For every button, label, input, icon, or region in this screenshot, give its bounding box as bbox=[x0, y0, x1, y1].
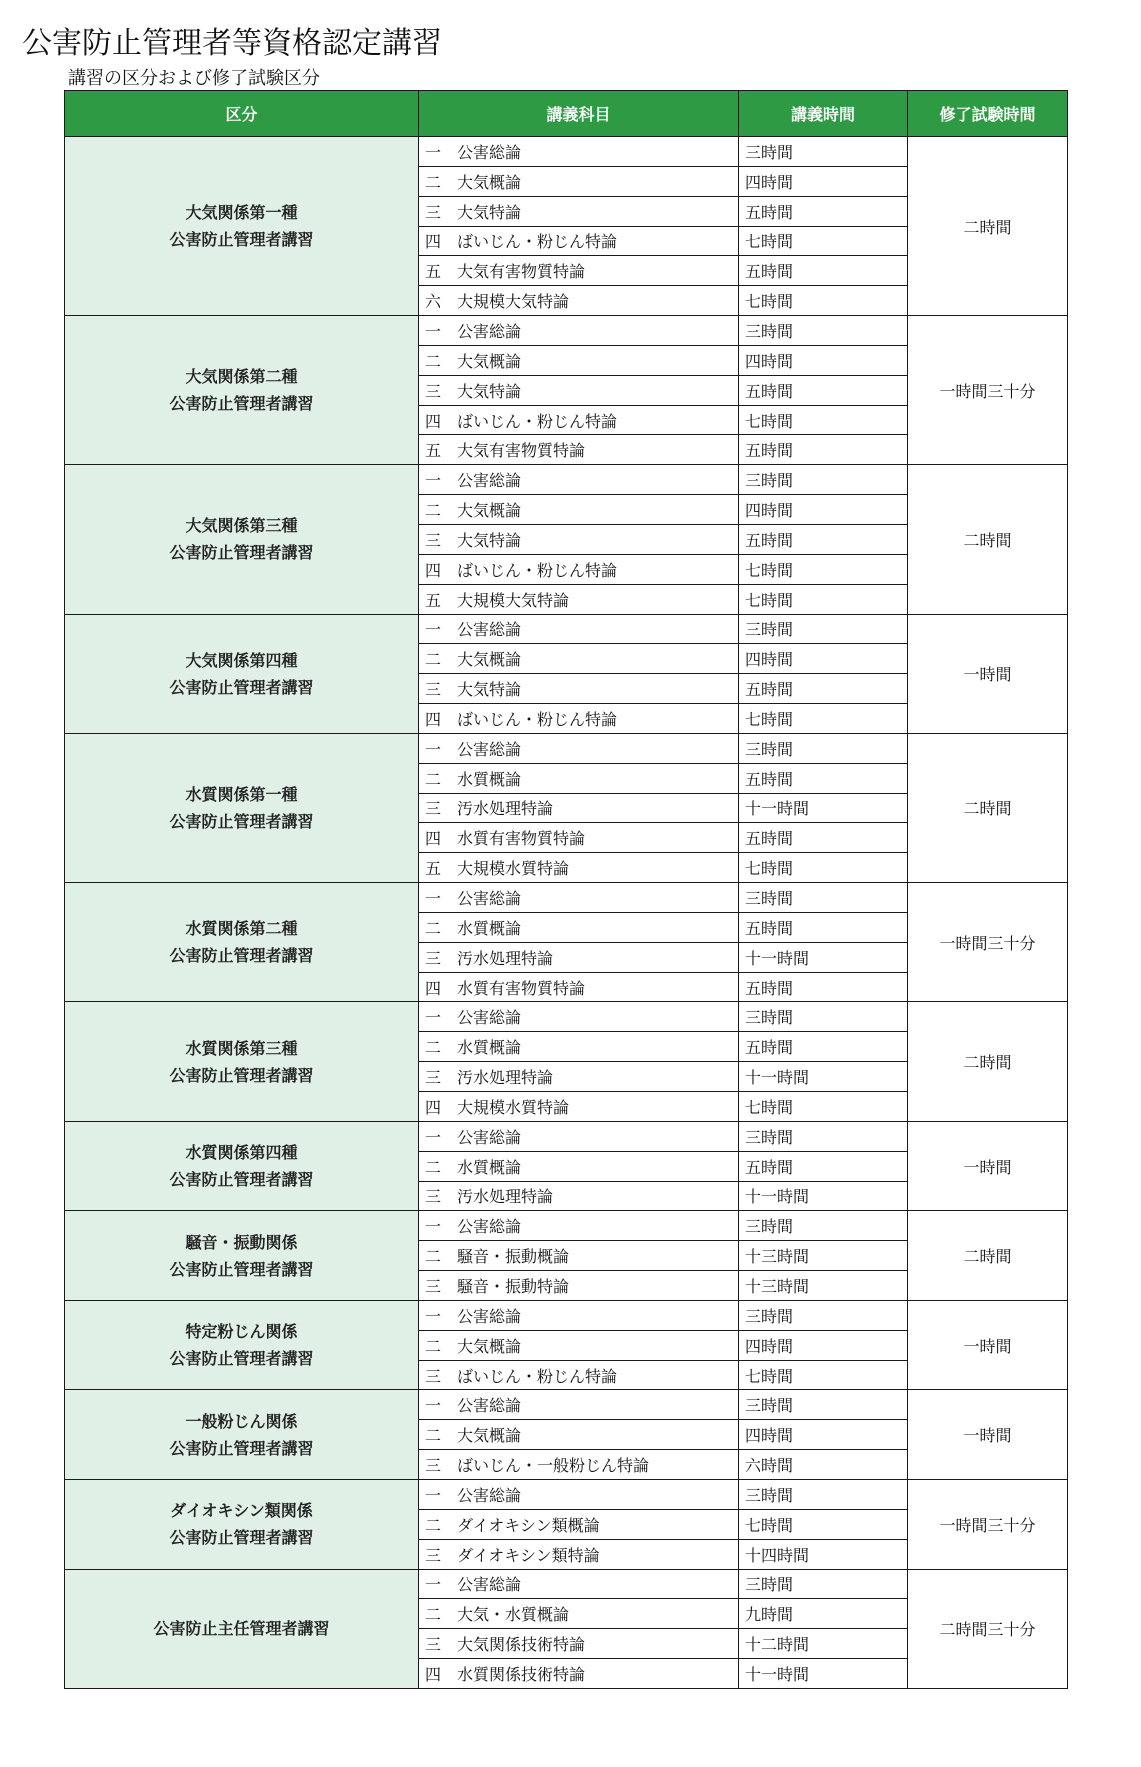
category-cell bbox=[65, 883, 419, 1002]
subject-cell bbox=[419, 196, 739, 226]
subject-number: 二 bbox=[425, 650, 442, 670]
subject-name: 大気特論 bbox=[457, 381, 522, 401]
table-row bbox=[65, 1300, 1068, 1330]
subject-name: 大気概論 bbox=[457, 1426, 522, 1446]
course-table-body bbox=[65, 137, 1068, 1689]
subject-name: 公害総論 bbox=[457, 739, 522, 759]
subject-number: 四 bbox=[425, 978, 442, 998]
subject-cell bbox=[419, 465, 739, 495]
subject-name: 公害総論 bbox=[457, 142, 522, 162]
subject-number: 五 bbox=[425, 859, 442, 879]
subject-cell bbox=[419, 1151, 739, 1181]
category-cell bbox=[65, 316, 419, 465]
lecture-hours-cell: 三時間 bbox=[739, 1211, 908, 1241]
subject-name: 水質概論 bbox=[457, 1038, 522, 1058]
lecture-hours-cell: 七時間 bbox=[739, 226, 908, 256]
category-cell bbox=[65, 1390, 419, 1480]
subject-cell bbox=[419, 1479, 739, 1509]
subject-name: ばいじん・粉じん特論 bbox=[457, 1366, 618, 1386]
subject-number: 三 bbox=[425, 1545, 442, 1565]
subject-number: 六 bbox=[425, 292, 442, 312]
category-line: 水質関係第一種 bbox=[185, 784, 298, 804]
lecture-hours-cell: 三時間 bbox=[739, 1300, 908, 1330]
lecture-hours-cell: 四時間 bbox=[739, 644, 908, 674]
category-line: 特定粉じん関係 bbox=[185, 1322, 298, 1342]
subject-number: 二 bbox=[425, 1038, 442, 1058]
subject-number: 一 bbox=[425, 1396, 442, 1416]
subject-number: 四 bbox=[425, 560, 442, 580]
exam-time-cell: 一時間 bbox=[908, 1300, 1068, 1390]
lecture-hours-cell: 五時間 bbox=[739, 823, 908, 853]
subject-number: 三 bbox=[425, 530, 442, 550]
subject-number: 一 bbox=[425, 1217, 442, 1237]
subject-name: 大気特論 bbox=[457, 202, 522, 222]
category-line: 公害防止管理者講習 bbox=[169, 1528, 314, 1548]
page-subtitle: 講習の区分および修了試験区分 bbox=[68, 68, 320, 89]
subject-name: 水質概論 bbox=[457, 769, 522, 789]
subject-name: ばいじん・粉じん特論 bbox=[457, 411, 618, 431]
subject-cell bbox=[419, 1539, 739, 1569]
subject-cell bbox=[419, 1092, 739, 1122]
subject-number: 二 bbox=[425, 501, 442, 521]
subject-cell bbox=[419, 1121, 739, 1151]
subject-cell bbox=[419, 286, 739, 316]
subject-number: 二 bbox=[425, 1426, 442, 1446]
subject-name: 公害総論 bbox=[457, 1485, 522, 1505]
subject-name: 大気・水質概論 bbox=[457, 1605, 570, 1625]
subject-cell bbox=[419, 256, 739, 286]
subject-cell bbox=[419, 853, 739, 883]
lecture-hours-cell: 五時間 bbox=[739, 1151, 908, 1181]
lecture-hours-cell: 十四時間 bbox=[739, 1539, 908, 1569]
subject-cell bbox=[419, 1450, 739, 1480]
subject-name: 公害総論 bbox=[457, 1306, 522, 1326]
subject-name: 汚水処理特論 bbox=[457, 799, 554, 819]
lecture-hours-cell: 三時間 bbox=[739, 1121, 908, 1151]
category-line: 公害防止管理者講習 bbox=[169, 1438, 314, 1458]
subject-number: 三 bbox=[425, 1276, 442, 1296]
subject-number: 三 bbox=[425, 202, 442, 222]
subject-cell bbox=[419, 1629, 739, 1659]
category-line: 水質関係第四種 bbox=[185, 1143, 298, 1163]
subject-cell bbox=[419, 644, 739, 674]
subject-name: ばいじん・粉じん特論 bbox=[457, 232, 618, 252]
subject-number: 一 bbox=[425, 321, 442, 341]
subject-name: 公害総論 bbox=[457, 1396, 522, 1416]
subject-cell bbox=[419, 763, 739, 793]
subject-cell bbox=[419, 614, 739, 644]
subject-cell bbox=[419, 1509, 739, 1539]
exam-time-cell: 一時間三十分 bbox=[908, 883, 1068, 1002]
subject-name: 公害総論 bbox=[457, 1575, 522, 1595]
subject-cell bbox=[419, 166, 739, 196]
subject-number: 一 bbox=[425, 471, 442, 491]
subject-number: 二 bbox=[425, 172, 442, 192]
subject-name: ばいじん・粉じん特論 bbox=[457, 560, 618, 580]
lecture-hours-cell: 七時間 bbox=[739, 584, 908, 614]
subject-number: 三 bbox=[425, 1366, 442, 1386]
subject-name: 大規模水質特論 bbox=[457, 859, 570, 879]
exam-time-cell: 二時間 bbox=[908, 1211, 1068, 1301]
lecture-hours-cell: 四時間 bbox=[739, 495, 908, 525]
subject-name: 汚水処理特論 bbox=[457, 1187, 554, 1207]
exam-time-cell: 一時間 bbox=[908, 1121, 1068, 1211]
subject-cell bbox=[419, 1300, 739, 1330]
lecture-hours-cell: 三時間 bbox=[739, 137, 908, 167]
subject-number: 四 bbox=[425, 709, 442, 729]
exam-time-cell: 二時間 bbox=[908, 465, 1068, 614]
category-line: 公害防止管理者講習 bbox=[169, 1065, 314, 1085]
lecture-hours-cell: 十二時間 bbox=[739, 1629, 908, 1659]
category-line: 公害防止管理者講習 bbox=[169, 543, 314, 563]
lecture-hours-cell: 五時間 bbox=[739, 196, 908, 226]
lecture-hours-cell: 七時間 bbox=[739, 554, 908, 584]
exam-time-cell: 一時間三十分 bbox=[908, 1479, 1068, 1569]
table-row bbox=[65, 1121, 1068, 1151]
subject-number: 三 bbox=[425, 1456, 442, 1476]
exam-time-cell: 二時間 bbox=[908, 137, 1068, 316]
subject-name: 水質概論 bbox=[457, 1157, 522, 1177]
lecture-hours-cell: 七時間 bbox=[739, 286, 908, 316]
subject-name: 公害総論 bbox=[457, 471, 522, 491]
subject-cell bbox=[419, 405, 739, 435]
subject-number: 一 bbox=[425, 889, 442, 909]
category-cell bbox=[65, 1479, 419, 1569]
subject-cell bbox=[419, 226, 739, 256]
subject-name: 大気概論 bbox=[457, 172, 522, 192]
subject-name: 水質有害物質特論 bbox=[457, 978, 586, 998]
table-header-row bbox=[65, 91, 1068, 137]
subject-cell bbox=[419, 137, 739, 167]
lecture-hours-cell: 十三時間 bbox=[739, 1271, 908, 1301]
header-hours: 講義時間 bbox=[739, 91, 908, 137]
subject-name: 公害総論 bbox=[457, 1127, 522, 1147]
lecture-hours-cell: 九時間 bbox=[739, 1599, 908, 1629]
category-cell bbox=[65, 1211, 419, 1301]
lecture-hours-cell: 三時間 bbox=[739, 1002, 908, 1032]
subject-number: 五 bbox=[425, 441, 442, 461]
page-title: 公害防止管理者等資格認定講習 bbox=[22, 26, 442, 61]
table-row bbox=[65, 733, 1068, 763]
subject-number: 一 bbox=[425, 1485, 442, 1505]
subject-number: 一 bbox=[425, 1008, 442, 1028]
lecture-hours-cell: 十一時間 bbox=[739, 1062, 908, 1092]
subject-name: 大気特論 bbox=[457, 530, 522, 550]
exam-time-cell: 一時間 bbox=[908, 1390, 1068, 1480]
subject-cell bbox=[419, 972, 739, 1002]
subject-name: 大気有害物質特論 bbox=[457, 441, 586, 461]
lecture-hours-cell: 三時間 bbox=[739, 883, 908, 913]
lecture-hours-cell: 三時間 bbox=[739, 1479, 908, 1509]
subject-name: 水質有害物質特論 bbox=[457, 829, 586, 849]
subject-cell bbox=[419, 823, 739, 853]
subject-cell bbox=[419, 1390, 739, 1420]
subject-cell bbox=[419, 1002, 739, 1032]
subject-number: 三 bbox=[425, 1068, 442, 1088]
subject-name: 水質関係技術特論 bbox=[457, 1664, 586, 1684]
lecture-hours-cell: 三時間 bbox=[739, 1569, 908, 1599]
subject-number: 一 bbox=[425, 739, 442, 759]
subject-name: 大気概論 bbox=[457, 501, 522, 521]
lecture-hours-cell: 七時間 bbox=[739, 1509, 908, 1539]
subject-number: 四 bbox=[425, 1097, 442, 1117]
subject-name: 大気概論 bbox=[457, 650, 522, 670]
lecture-hours-cell: 五時間 bbox=[739, 375, 908, 405]
category-cell bbox=[65, 733, 419, 882]
category-line: 公害防止管理者講習 bbox=[169, 677, 314, 697]
subject-name: ダイオキシン類特論 bbox=[457, 1545, 600, 1565]
subject-number: 三 bbox=[425, 799, 442, 819]
course-table bbox=[64, 90, 1068, 1689]
subject-name: 大規模水質特論 bbox=[457, 1097, 570, 1117]
category-line: 大気関係第四種 bbox=[185, 650, 298, 670]
exam-time-cell: 二時間三十分 bbox=[908, 1569, 1068, 1688]
table-row bbox=[65, 883, 1068, 913]
lecture-hours-cell: 四時間 bbox=[739, 345, 908, 375]
subject-number: 四 bbox=[425, 232, 442, 252]
lecture-hours-cell: 五時間 bbox=[739, 435, 908, 465]
subject-cell bbox=[419, 942, 739, 972]
category-line: 騒音・振動関係 bbox=[185, 1232, 298, 1252]
category-cell bbox=[65, 1569, 419, 1688]
subject-name: 大規模大気特論 bbox=[457, 292, 570, 312]
table-row bbox=[65, 1569, 1068, 1599]
subject-cell bbox=[419, 584, 739, 614]
subject-cell bbox=[419, 883, 739, 913]
lecture-hours-cell: 十一時間 bbox=[739, 793, 908, 823]
subject-cell bbox=[419, 1659, 739, 1689]
subject-number: 四 bbox=[425, 829, 442, 849]
lecture-hours-cell: 五時間 bbox=[739, 1032, 908, 1062]
subject-name: ばいじん・粉じん特論 bbox=[457, 709, 618, 729]
category-cell bbox=[65, 614, 419, 733]
lecture-hours-cell: 五時間 bbox=[739, 912, 908, 942]
table-row bbox=[65, 1002, 1068, 1032]
subject-name: 公害総論 bbox=[457, 889, 522, 909]
subject-cell bbox=[419, 1241, 739, 1271]
subject-cell bbox=[419, 1032, 739, 1062]
subject-cell bbox=[419, 733, 739, 763]
exam-time-cell: 一時間三十分 bbox=[908, 316, 1068, 465]
subject-number: 一 bbox=[425, 620, 442, 640]
subject-number: 三 bbox=[425, 1187, 442, 1207]
exam-time-cell: 一時間 bbox=[908, 614, 1068, 733]
header-category: 区分 bbox=[65, 91, 419, 137]
lecture-hours-cell: 十一時間 bbox=[739, 1181, 908, 1211]
subject-number: 三 bbox=[425, 948, 442, 968]
subject-cell bbox=[419, 1599, 739, 1629]
lecture-hours-cell: 四時間 bbox=[739, 1420, 908, 1450]
subject-number: 二 bbox=[425, 351, 442, 371]
subject-name: 騒音・振動概論 bbox=[457, 1247, 570, 1267]
category-line: 水質関係第二種 bbox=[185, 919, 298, 939]
subject-name: 騒音・振動特論 bbox=[457, 1276, 570, 1296]
subject-name: 大気概論 bbox=[457, 1336, 522, 1356]
subject-cell bbox=[419, 1062, 739, 1092]
table-row bbox=[65, 1479, 1068, 1509]
subject-number: 二 bbox=[425, 1515, 442, 1535]
subject-cell bbox=[419, 1569, 739, 1599]
subject-number: 三 bbox=[425, 381, 442, 401]
subject-number: 三 bbox=[425, 680, 442, 700]
subject-name: 大気有害物質特論 bbox=[457, 262, 586, 282]
lecture-hours-cell: 五時間 bbox=[739, 256, 908, 286]
subject-name: ばいじん・一般粉じん特論 bbox=[457, 1456, 650, 1476]
table-row bbox=[65, 137, 1068, 167]
subject-number: 二 bbox=[425, 1336, 442, 1356]
subject-name: 大気特論 bbox=[457, 680, 522, 700]
subject-number: 二 bbox=[425, 1605, 442, 1625]
category-cell bbox=[65, 137, 419, 316]
category-line: 公害防止管理者講習 bbox=[169, 946, 314, 966]
exam-time-cell: 二時間 bbox=[908, 1002, 1068, 1121]
subject-cell bbox=[419, 1330, 739, 1360]
subject-number: 五 bbox=[425, 262, 442, 282]
category-line: 公害防止主任管理者講習 bbox=[153, 1619, 330, 1639]
category-line: 公害防止管理者講習 bbox=[169, 230, 314, 250]
category-line: 水質関係第三種 bbox=[185, 1038, 298, 1058]
subject-name: 公害総論 bbox=[457, 1008, 522, 1028]
subject-cell bbox=[419, 1181, 739, 1211]
header-subject: 講義科目 bbox=[419, 91, 739, 137]
table-row bbox=[65, 465, 1068, 495]
subject-cell bbox=[419, 912, 739, 942]
lecture-hours-cell: 五時間 bbox=[739, 972, 908, 1002]
subject-cell bbox=[419, 316, 739, 346]
subject-cell bbox=[419, 793, 739, 823]
subject-number: 三 bbox=[425, 1635, 442, 1655]
category-cell bbox=[65, 465, 419, 614]
lecture-hours-cell: 三時間 bbox=[739, 465, 908, 495]
subject-number: 一 bbox=[425, 1306, 442, 1326]
subject-name: 公害総論 bbox=[457, 321, 522, 341]
table-row bbox=[65, 614, 1068, 644]
lecture-hours-cell: 七時間 bbox=[739, 405, 908, 435]
category-line: 公害防止管理者講習 bbox=[169, 1349, 314, 1369]
lecture-hours-cell: 十一時間 bbox=[739, 1659, 908, 1689]
lecture-hours-cell: 七時間 bbox=[739, 1092, 908, 1122]
subject-name: 汚水処理特論 bbox=[457, 948, 554, 968]
lecture-hours-cell: 三時間 bbox=[739, 614, 908, 644]
category-cell bbox=[65, 1002, 419, 1121]
subject-name: 大気概論 bbox=[457, 351, 522, 371]
lecture-hours-cell: 三時間 bbox=[739, 316, 908, 346]
header-exam: 修了試験時間 bbox=[908, 91, 1068, 137]
category-line: 一般粉じん関係 bbox=[185, 1411, 298, 1431]
subject-number: 一 bbox=[425, 142, 442, 162]
subject-cell bbox=[419, 704, 739, 734]
category-line: 公害防止管理者講習 bbox=[169, 811, 314, 831]
category-line: 公害防止管理者講習 bbox=[169, 1170, 314, 1190]
lecture-hours-cell: 四時間 bbox=[739, 1330, 908, 1360]
subject-cell bbox=[419, 1420, 739, 1450]
lecture-hours-cell: 四時間 bbox=[739, 166, 908, 196]
subject-number: 一 bbox=[425, 1127, 442, 1147]
lecture-hours-cell: 五時間 bbox=[739, 763, 908, 793]
lecture-hours-cell: 七時間 bbox=[739, 704, 908, 734]
category-cell bbox=[65, 1300, 419, 1390]
table-row bbox=[65, 1211, 1068, 1241]
subject-name: 水質概論 bbox=[457, 918, 522, 938]
lecture-hours-cell: 十一時間 bbox=[739, 942, 908, 972]
lecture-hours-cell: 五時間 bbox=[739, 674, 908, 704]
lecture-hours-cell: 七時間 bbox=[739, 853, 908, 883]
subject-name: 公害総論 bbox=[457, 1217, 522, 1237]
subject-number: 四 bbox=[425, 1664, 442, 1684]
subject-name: ダイオキシン類概論 bbox=[457, 1515, 600, 1535]
lecture-hours-cell: 十三時間 bbox=[739, 1241, 908, 1271]
exam-time-cell: 二時間 bbox=[908, 733, 1068, 882]
subject-cell bbox=[419, 554, 739, 584]
category-line: 大気関係第二種 bbox=[185, 367, 298, 387]
table-row bbox=[65, 316, 1068, 346]
subject-cell bbox=[419, 1360, 739, 1390]
subject-name: 大気関係技術特論 bbox=[457, 1635, 586, 1655]
subject-cell bbox=[419, 524, 739, 554]
subject-cell bbox=[419, 1271, 739, 1301]
category-line: 公害防止管理者講習 bbox=[169, 394, 314, 414]
subject-name: 大規模大気特論 bbox=[457, 590, 570, 610]
subject-cell bbox=[419, 375, 739, 405]
subject-number: 一 bbox=[425, 1575, 442, 1595]
subject-number: 二 bbox=[425, 918, 442, 938]
table-row bbox=[65, 1390, 1068, 1420]
subject-number: 二 bbox=[425, 769, 442, 789]
subject-number: 二 bbox=[425, 1157, 442, 1177]
category-line: 大気関係第一種 bbox=[185, 203, 298, 223]
category-line: 大気関係第三種 bbox=[185, 516, 298, 536]
subject-cell bbox=[419, 345, 739, 375]
subject-number: 四 bbox=[425, 411, 442, 431]
subject-name: 汚水処理特論 bbox=[457, 1068, 554, 1088]
subject-number: 二 bbox=[425, 1247, 442, 1267]
subject-cell bbox=[419, 1211, 739, 1241]
lecture-hours-cell: 七時間 bbox=[739, 1360, 908, 1390]
subject-number: 五 bbox=[425, 590, 442, 610]
subject-cell bbox=[419, 674, 739, 704]
lecture-hours-cell: 五時間 bbox=[739, 524, 908, 554]
category-cell bbox=[65, 1121, 419, 1211]
subject-name: 公害総論 bbox=[457, 620, 522, 640]
lecture-hours-cell: 三時間 bbox=[739, 1390, 908, 1420]
category-line: 公害防止管理者講習 bbox=[169, 1259, 314, 1279]
subject-cell bbox=[419, 495, 739, 525]
lecture-hours-cell: 六時間 bbox=[739, 1450, 908, 1480]
category-line: ダイオキシン類関係 bbox=[170, 1501, 313, 1521]
subject-cell bbox=[419, 435, 739, 465]
lecture-hours-cell: 三時間 bbox=[739, 733, 908, 763]
